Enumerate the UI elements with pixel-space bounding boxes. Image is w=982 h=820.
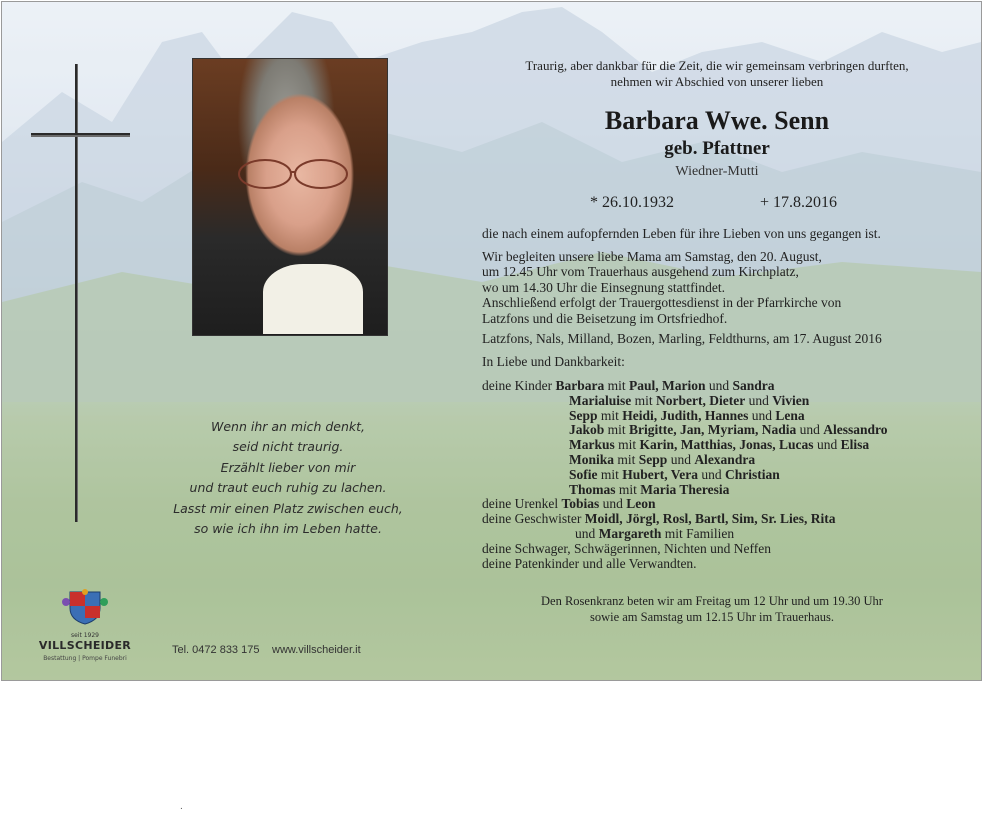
family-text: mit xyxy=(604,378,629,393)
funeral-line: um 12.45 Uhr vom Trauerhaus ausgehend zum Kirchplatz, xyxy=(482,264,799,280)
family-name: Paul, Marion xyxy=(629,378,706,393)
family-name: Barbara xyxy=(555,378,605,393)
verse-line: so wie ich ihn im Leben hatte. xyxy=(194,521,382,537)
passing-line: die nach einem aufopfernden Leben für ihre Lieben von uns gegangen ist. xyxy=(482,226,881,241)
family-row: deine Schwager, Schwägerinnen, Nichten und Neffen xyxy=(482,540,771,556)
family-name: Lena xyxy=(775,407,805,423)
deceased-name: Barbara Wwe. Senn xyxy=(604,106,830,135)
rosary-notice xyxy=(482,594,942,625)
places-date: Latzfons, Nals, Milland, Bozen, Marling, Feldthurns, am 17. August 2016 xyxy=(482,331,882,346)
family-name: Jakob xyxy=(569,422,605,438)
death-date: + 17.8.2016 xyxy=(760,194,838,211)
intro-line: nehmen wir Abschied von unserer lieben xyxy=(610,73,824,89)
verse-line: Erzählt lieber von mir xyxy=(220,459,356,475)
family-name: Markus xyxy=(569,437,615,453)
family-name: Sepp xyxy=(638,451,668,467)
family-text: deine Kinder xyxy=(482,378,556,393)
family-row xyxy=(482,497,888,512)
obituary-card xyxy=(1,1,982,681)
family-row: deine Patenkinder und alle Verwandten. xyxy=(482,555,697,571)
cross-bar xyxy=(31,133,130,135)
family-name: Sandra xyxy=(732,378,775,393)
intro-text xyxy=(482,58,952,89)
rosary-line: sowie am Samstag um 12.15 Uhr im Trauerhaus. xyxy=(589,609,835,624)
family-list xyxy=(482,379,888,571)
verse-line: Wenn ihr an mich denkt, xyxy=(210,419,365,434)
family-text: mit Familien xyxy=(661,525,735,541)
funeral-line: wo um 14.30 Uhr die Einsegnung stattfindet. xyxy=(482,279,725,295)
family-text: und xyxy=(698,466,726,482)
birth-name: geb. Pfattner xyxy=(664,138,770,159)
family-name: Thomas xyxy=(569,481,616,497)
company-crest-icon xyxy=(60,588,110,626)
memorial-verse xyxy=(138,417,438,539)
family-text: und xyxy=(745,392,773,408)
family-name: Sofie xyxy=(569,466,598,482)
verse-line: und traut euch ruhig zu lachen. xyxy=(189,480,387,496)
stray-dot: . xyxy=(180,801,183,812)
family-text: und xyxy=(813,437,841,453)
funeral-line: Latzfons und die Beisetzung im Ortsfriedhof. xyxy=(482,310,728,326)
family-row xyxy=(482,453,888,468)
company-website[interactable]: www.villscheider.it xyxy=(272,644,361,656)
family-name: Leon xyxy=(626,496,656,512)
family-text: mit xyxy=(614,451,639,467)
thanks-line: In Liebe und Dankbarkeit: xyxy=(482,354,625,369)
family-text: deine Urenkel xyxy=(482,496,562,512)
funeral-line: Anschließend erfolgt der Trauergottesdienst in der Pfarrkirche von xyxy=(482,295,842,311)
family-row xyxy=(482,423,888,438)
family-row xyxy=(482,438,888,453)
family-row xyxy=(482,409,888,424)
company-name: VILLSCHEIDER xyxy=(38,639,132,652)
family-text: mit xyxy=(597,466,623,482)
collar-shape xyxy=(263,264,363,334)
family-text: und xyxy=(667,451,695,467)
verse-line: seid nicht traurig. xyxy=(232,439,344,455)
funeral-line: Wir begleiten unsere liebe Mama am Samstag, den 20. August, xyxy=(482,249,822,264)
family-name: Heidi, Judith, Hannes xyxy=(622,407,749,423)
family-name: Elisa xyxy=(840,437,870,453)
family-name: Alessandro xyxy=(823,422,888,438)
nickname: Wiedner-Mutti xyxy=(675,164,759,179)
family-text: deine Geschwister xyxy=(482,511,585,527)
family-row xyxy=(482,483,888,498)
family-name: Maria Theresia xyxy=(640,481,730,497)
portrait-photo xyxy=(192,58,388,336)
verse-line: Lasst mir einen Platz zwischen euch, xyxy=(173,500,403,516)
family-name: Norbert, Dieter xyxy=(656,392,746,408)
family-name: Marialuise xyxy=(569,392,632,408)
family-name: Tobias xyxy=(561,496,600,512)
rosary-line: Den Rosenkranz beten wir am Freitag um 12 Uhr und um 19.30 Uhr xyxy=(541,594,883,608)
family-text: mit xyxy=(604,422,630,438)
family-text: mit xyxy=(614,437,640,453)
family-row xyxy=(482,394,888,409)
family-text: und xyxy=(705,378,733,393)
family-name: Brigitte, Jan, Myriam, Nadia xyxy=(629,422,797,438)
family-name: Moidl, Jörgl, Rosl, Bartl, Sim, Sr. Lies, Rita xyxy=(584,511,836,527)
family-row xyxy=(482,468,888,483)
family-text: und xyxy=(575,525,599,541)
family-text: mit xyxy=(631,392,657,408)
funeral-details xyxy=(482,249,841,326)
company-since: seit 1929 xyxy=(70,632,99,639)
family-text: mit xyxy=(597,407,623,423)
family-name: Margareth xyxy=(598,525,662,541)
company-phone: Tel. 0472 833 175 xyxy=(172,644,260,656)
birth-date: * 26.10.1932 xyxy=(590,194,674,211)
family-name: Hubert, Vera xyxy=(622,466,699,482)
family-name: Alexandra xyxy=(694,451,756,467)
glasses-shape xyxy=(233,154,353,194)
family-row xyxy=(482,379,888,394)
family-name: Monika xyxy=(569,451,615,467)
family-row xyxy=(482,527,888,542)
family-text: und xyxy=(796,422,824,438)
family-text: mit xyxy=(615,481,641,497)
family-name: Karin, Matthias, Jonas, Lucas xyxy=(639,437,814,453)
family-name: Christian xyxy=(725,466,780,482)
family-row xyxy=(482,512,888,527)
family-text: und xyxy=(599,496,627,512)
family-name: Sepp xyxy=(569,407,598,423)
family-name: Vivien xyxy=(772,392,810,408)
company-subtitle: Bestattung | Pompe Funebri xyxy=(43,655,127,662)
family-text: und xyxy=(748,407,776,423)
intro-line: Traurig, aber dankbar für die Zeit, die wir gemeinsam verbringen durften, xyxy=(525,58,909,73)
